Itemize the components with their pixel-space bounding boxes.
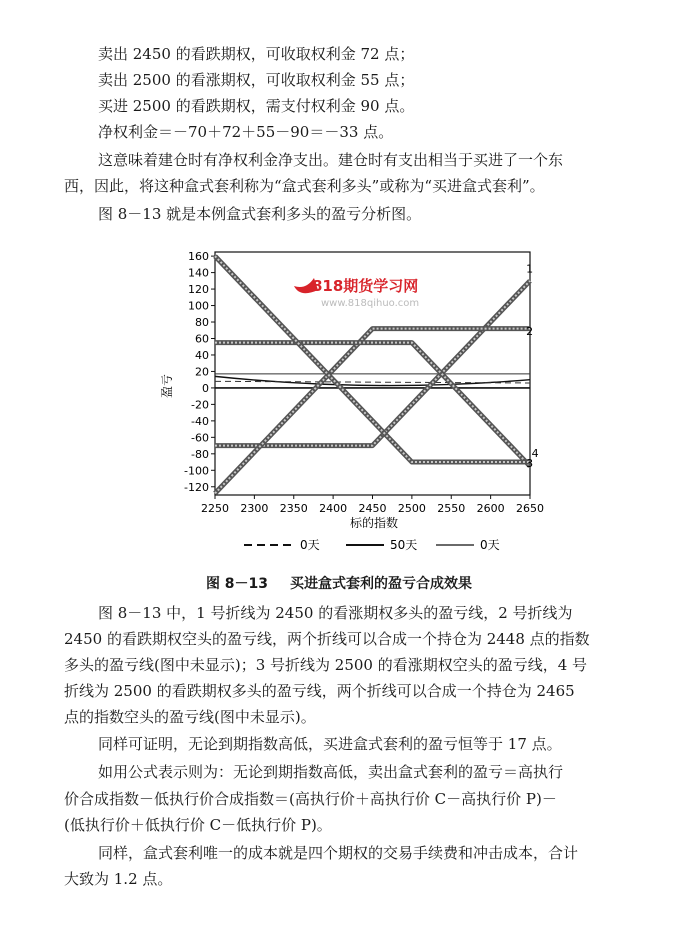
text-line: 价合成指数－低执行价合成指数＝(高执行价＋高执行价 C－高执行价 P)－: [64, 790, 557, 808]
watermark-url: www.818qihuo.com: [321, 298, 420, 309]
legend-label: 0天: [480, 538, 500, 552]
y-tick-label: 120: [188, 283, 209, 297]
x-tick-label: 2450: [358, 502, 387, 515]
text-line: 如用公式表示则为：无论到期指数高低，卖出盒式套利的盈亏＝高执行: [98, 763, 564, 781]
x-tick-label: 2300: [240, 502, 269, 515]
y-tick-label: 100: [188, 299, 209, 313]
y-tick-label: 0: [202, 381, 209, 395]
y-tick-label: -100: [184, 464, 209, 478]
text-line: 大致为 1.2 点。: [64, 870, 173, 888]
text-line: 点的指数空头的盈亏线(图中未显示)。: [64, 708, 316, 726]
payoff-chart: [0, 240, 678, 560]
text-line: 多头的盈亏线(图中未显示)；3 号折线为 2500 的看涨期权空头的盈亏线，4 号: [64, 656, 588, 674]
y-tick-label: 60: [195, 332, 209, 346]
x-tick-label: 2550: [437, 502, 466, 515]
x-tick-label: 2250: [201, 502, 229, 515]
series-line-2: [215, 329, 530, 494]
text-line: 买进 2500 的看跌期权，需支付权利金 90 点。: [98, 97, 415, 115]
text-line: 2450 的看跌期权空头的盈亏线，两个折线可以合成一个持仓为 2448 点的指数: [64, 630, 590, 648]
y-tick-label: -80: [191, 447, 209, 461]
y-tick-label: -60: [191, 431, 209, 445]
legend-label: 0天: [300, 538, 320, 552]
series-label: 3: [526, 456, 534, 470]
series-label: 1: [526, 262, 534, 276]
y-tick-label: -120: [184, 480, 209, 494]
text-line: 同样，盒式套利唯一的成本就是四个期权的交易手续费和冲击成本，合计: [98, 844, 579, 862]
legend-label: 50天: [390, 538, 418, 552]
figure-number: 图 8－13: [205, 576, 269, 592]
text-line: 折线为 2500 的看跌期权多头的盈亏线，两个折线可以合成一个持仓为 2465: [64, 682, 575, 700]
series-line-2-outer: [215, 329, 530, 494]
text-line: 西，因此，将这种盒式套利称为“盒式套利多头”或称为“买进盒式套利”。: [64, 177, 545, 195]
watermark: [294, 277, 419, 309]
text-line: (低执行价＋低执行价 C－低执行价 P)。: [64, 816, 332, 834]
x-tick-label: 2350: [279, 502, 308, 515]
y-tick-label: 40: [195, 348, 209, 362]
x-axis-label: 标的指数: [349, 516, 399, 530]
figure-caption: [0, 573, 678, 593]
text-line: 卖出 2450 的看跌期权，可收取权利金 72 点；: [98, 45, 415, 63]
x-tick-label: 2600: [476, 502, 505, 515]
text-line: 图 8－13 就是本例盒式套利多头的盈亏分析图。: [98, 205, 422, 223]
text-line: 同样可证明，无论到期指数高低，买进盒式套利的盈亏恒等于 17 点。: [98, 735, 562, 753]
text-line: 卖出 2500 的看涨期权，可收取权利金 55 点；: [98, 71, 415, 89]
series-line-50day: [215, 376, 530, 385]
x-tick-label: 2650: [516, 502, 544, 515]
text-line: 这意味着建仓时有净权利金净支出。建仓时有支出相当于买进了一个东: [98, 151, 564, 169]
x-tick-label: 2500: [397, 502, 426, 515]
text-line: 净权利金＝－70＋72＋55－90＝－33 点。: [98, 123, 394, 141]
y-tick-label: 140: [188, 266, 209, 280]
y-tick-label: 160: [188, 250, 209, 264]
y-axis-label: 盈亏: [160, 373, 174, 399]
series-label: 4: [531, 447, 539, 461]
x-tick-label: 2400: [319, 502, 348, 515]
legend: [244, 538, 500, 552]
figure-title: 买进盒式套利的盈亏合成效果: [290, 576, 473, 592]
y-tick-label: -40: [191, 414, 209, 428]
series-label: 2: [526, 325, 534, 339]
text-line: 图 8－13 中，1 号折线为 2450 的看涨期权多头的盈亏线，2 号折线为: [98, 604, 573, 622]
watermark-brand: 818期货学习网: [312, 277, 419, 295]
y-tick-label: 20: [195, 365, 209, 379]
y-tick-label: -20: [191, 398, 209, 412]
y-tick-label: 80: [195, 316, 209, 330]
